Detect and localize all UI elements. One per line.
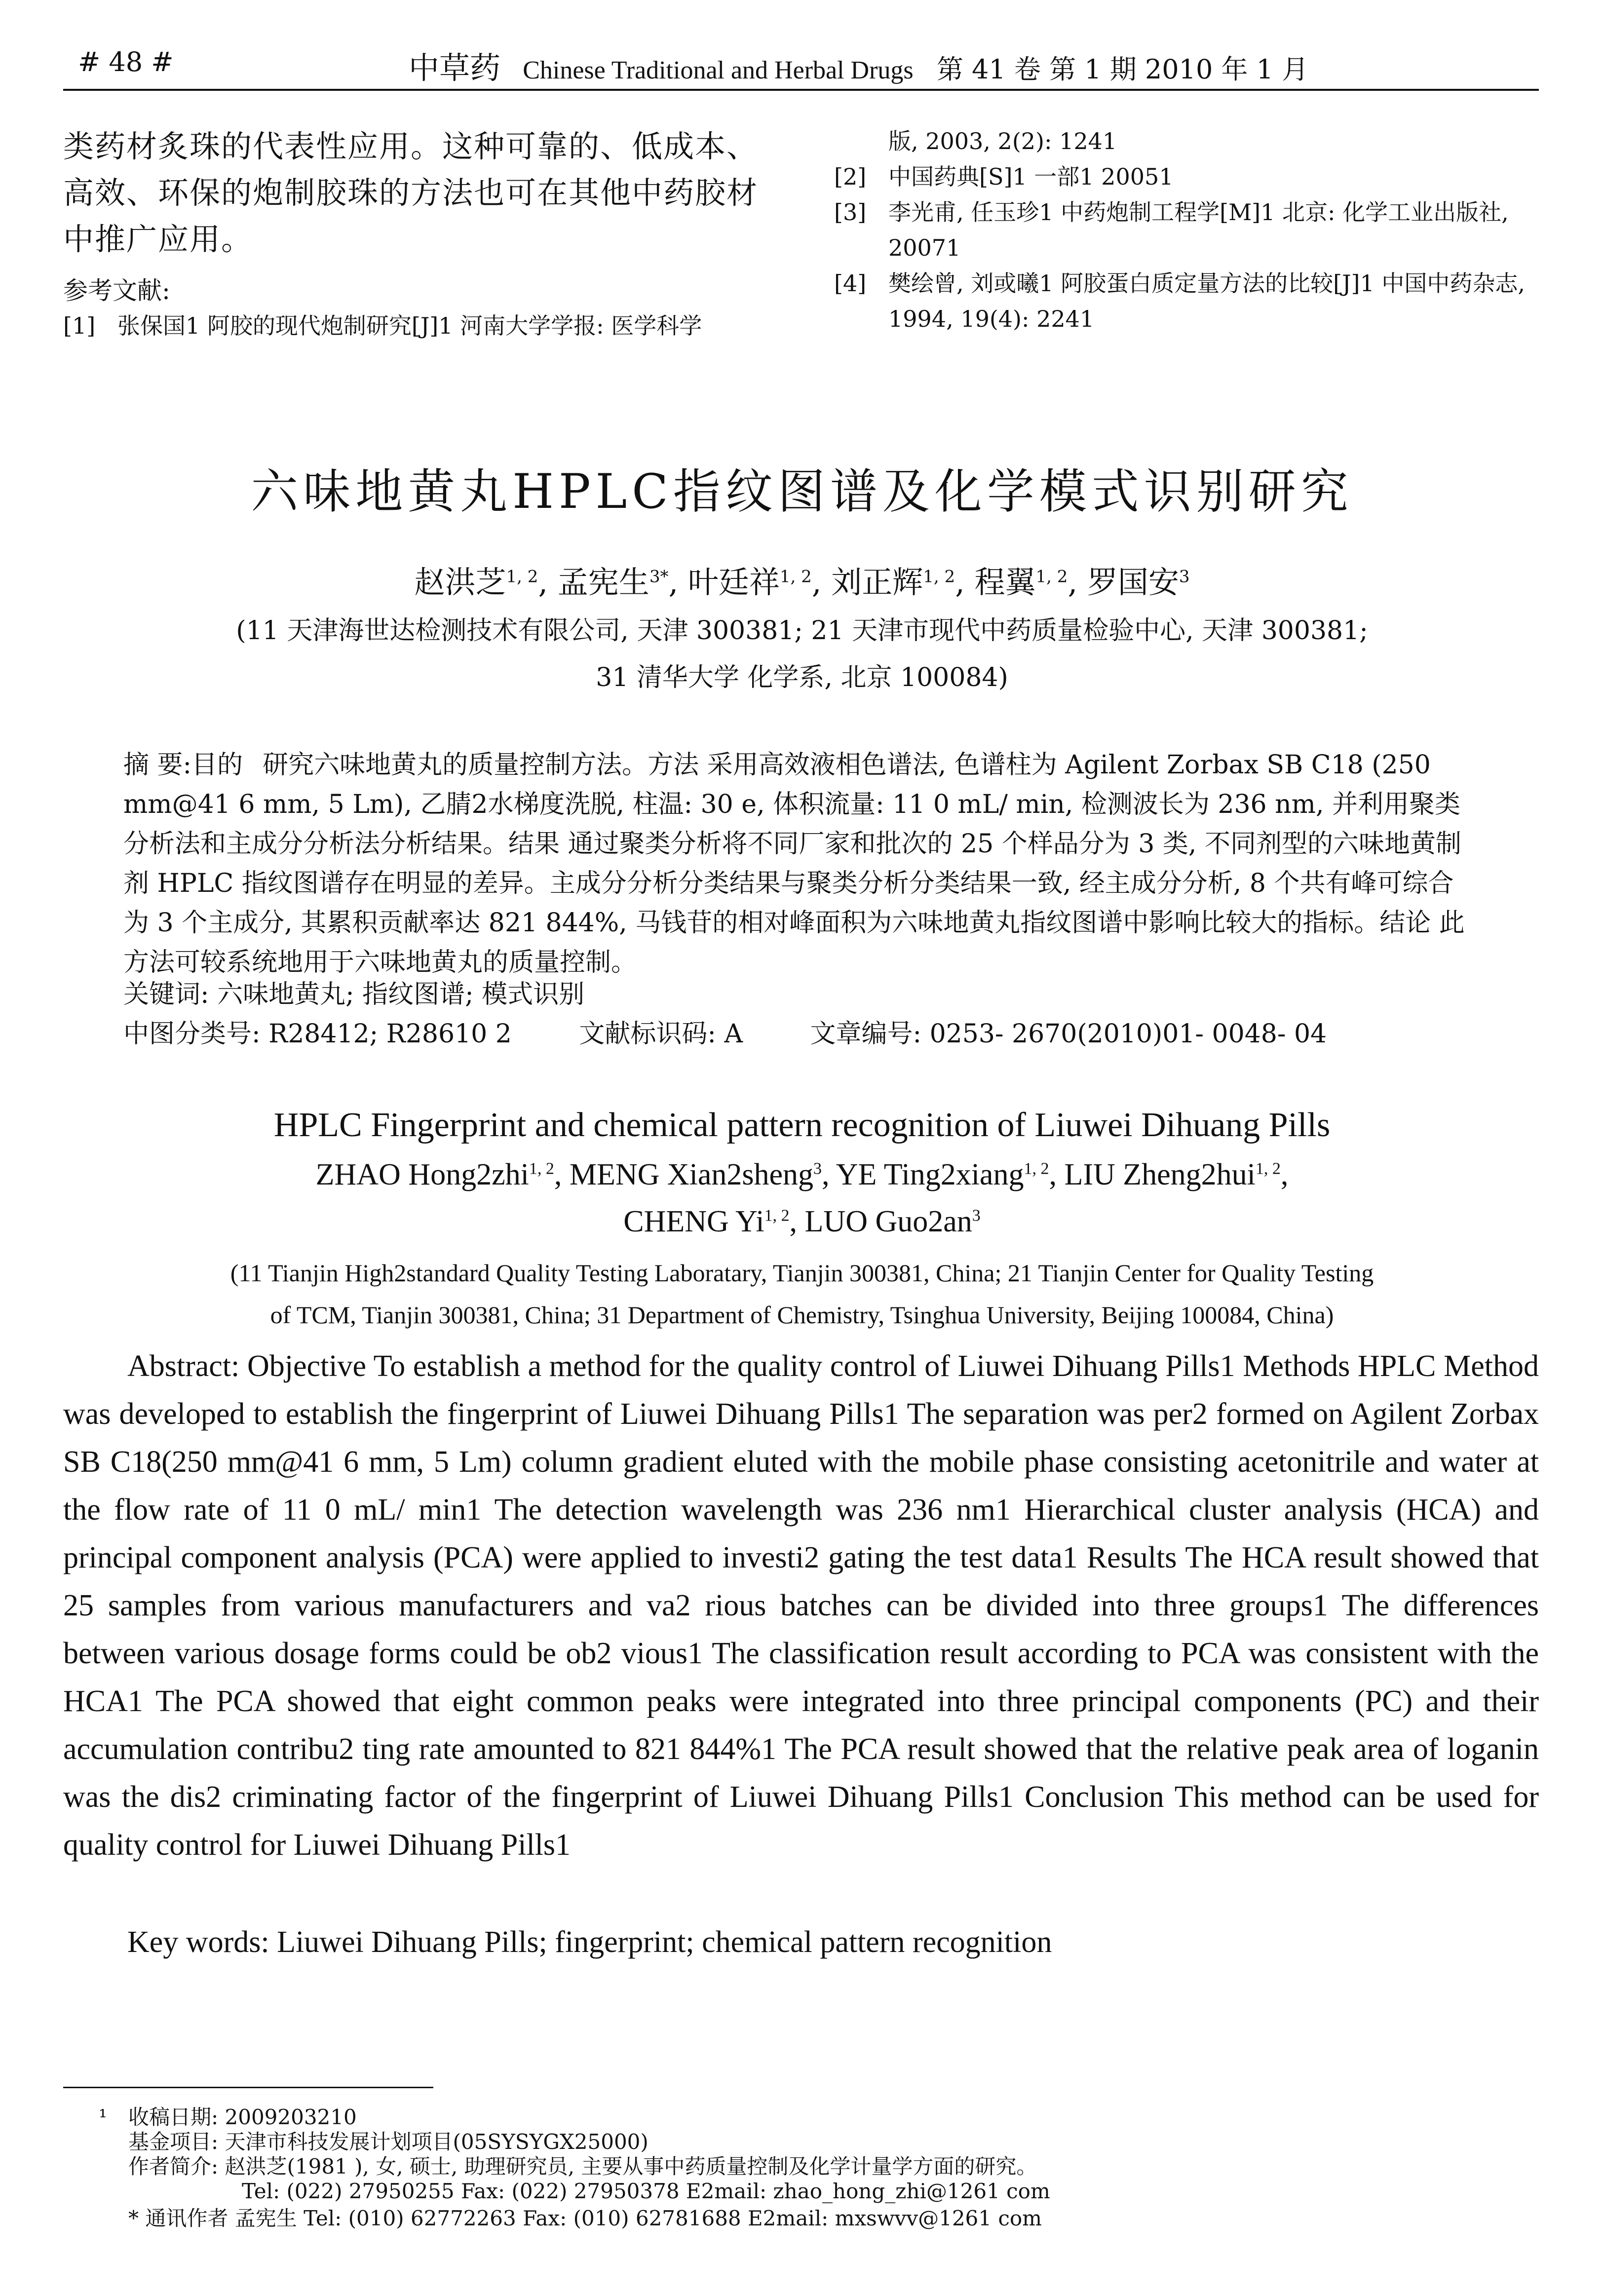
reference-text: 中国药典[S]1 一部1 20051	[888, 163, 1174, 190]
journal-title	[409, 43, 1308, 87]
article-title-cn: 六味地黄丸HPLC指纹图谱及化学模式识别研究	[251, 464, 1353, 519]
contact-fax: Fax: (022) 27950378	[460, 2179, 680, 2203]
article-title-en: HPLC Fingerprint and chemical pattern recognition of Liuwei Dihuang Pills	[273, 1106, 1331, 1144]
keywords-cn-label: 关键词:	[123, 980, 209, 1009]
author-name-en: MENG Xian2sheng	[569, 1158, 814, 1191]
abstract-cn-text: 研究六味地黄丸的质量控制方法。方法 采用高效液相色谱法, 色谱柱为 Agilent Zorbax SB C18 (250 mm@41 6 mm, 5 Lm), 乙腈2水梯度洗脱, 柱温: 30 e, 体积流量: 11 0 mL/ min, 检测波长为 236 nm, 并利用聚类分析法和主成分分析法分析结果。结果 通过聚类分析将不同厂家和批次的 25 个样品分为 3 类, 不同剂型的六味地黄制剂 HPLC 指纹图谱存在明显的差异。主成分分析分类结果与聚类分析分类结果一致, 经主成分分析, 8 个共有峰可综合为 3 个主成分, 其累积贡献率达 821 844%, 马钱苷的相对峰面积为六味地黄丸指纹图谱中影响比较大的指标。结论 此方法可较系统地用于六味地黄丸的质量控制。	[123, 750, 1465, 977]
author-affiliation-mark: 3	[1179, 567, 1190, 587]
author-name-en: LUO Guo2an	[804, 1205, 972, 1238]
corresponding-fax: Fax: (010) 62781688	[523, 2206, 741, 2230]
journal-title-en: Chinese Traditional and Herbal Drugs	[523, 56, 914, 84]
received-date: 收稿日期: 2009203210	[128, 2105, 357, 2129]
references-heading: 参考文献:	[63, 276, 170, 305]
issue-info: 第 41 卷 第 1 期 2010 年 1 月	[936, 54, 1309, 85]
footnote-marker: ¹	[99, 2105, 107, 2129]
affiliation-en-line2: of TCM, Tianjin 300381, China; 31 Department of Chemistry, Tsinghua University, Beijing 100084, China)	[270, 1301, 1334, 1329]
author-bio: 作者简介: 赵洪芝(1981 ), 女, 硕士, 助理研究员, 主要从事中药质量控制及化学计量学方面的研究。	[128, 2154, 1037, 2179]
reference-number: [3]	[834, 199, 867, 226]
author-name: 孟宪生	[557, 564, 649, 600]
corresponding-tel: Tel: (010) 62772263	[304, 2206, 516, 2230]
contact-email: E2mail: zhao_hong_zhi@1261 com	[686, 2179, 1050, 2203]
author-list-cn: 赵洪芝$^{1, 2}$, 孟宪生$^{3*}$, 叶廷祥$^{1, 2}$, 刘正辉$^{1, 2}$, 程翼$^{1, 2}$, 罗国安$^3$	[414, 564, 1190, 600]
affiliation-en-line1: (11 Tianjin High2standard Quality Testing Laboratary, Tianjin 300381, China; 21 Tianjin Center for Quality Testing	[230, 1259, 1374, 1287]
reference-item	[834, 159, 1540, 194]
corresponding-label: * 通讯作者	[128, 2206, 229, 2230]
page-number: # 48 #	[78, 46, 174, 77]
author-affiliation-mark: 1, 2	[1255, 1159, 1281, 1178]
contact-tel: Tel: (022) 27950255	[242, 2179, 455, 2203]
author-affiliation-mark: 1, 2	[1024, 1159, 1049, 1178]
previous-article-right-column	[834, 123, 1540, 337]
author-affiliation-mark: 1, 2	[529, 1159, 554, 1178]
footnote-rule	[63, 2087, 433, 2088]
corresponding-email: E2mail: mxswvv@1261 com	[748, 2206, 1042, 2230]
author-separator: ,	[1049, 1158, 1065, 1191]
author-list-en-line2	[0, 1204, 1604, 1239]
author-list-en-line1	[0, 1157, 1604, 1192]
previous-article-left-column	[63, 123, 779, 344]
fund-info: 基金项目: 天津市科技发展计划项目(05SYSYGX25000)	[128, 2130, 649, 2154]
author-name: 赵洪芝	[414, 564, 506, 600]
affiliation-cn-line1: (11 天津海世达检测技术有限公司, 天津 300381; 21 天津市现代中药质量检验中心, 天津 300381;	[236, 616, 1368, 646]
reference-number: [4]	[834, 270, 867, 297]
footnote-bio	[99, 2154, 1481, 2179]
author-affiliation-mark: 3	[972, 1206, 981, 1225]
author-name-en: CHENG Yi	[623, 1205, 764, 1238]
keywords-cn	[123, 975, 1476, 1014]
author-affiliation-mark: 3	[813, 1159, 822, 1178]
clc-number: 中图分类号: R28412; R28610 2	[123, 1019, 512, 1049]
running-header	[63, 43, 1539, 88]
abstract-en: Abstract: Objective To establish a method for the quality control of Liuwei Dihuang Pills1 Methods HPLC Method was developed to establish the fingerprint of Liuwei Dihuang Pills1 The separation was per2 formed on Agilent Zorbax SB C18(250 mm@41 6 mm, 5 Lm) column gradient eluted with the mobile phase consisting acetonitrile and water at the flow rate of 11 0 mL/ min1 The detection wavelength was 236 nm1 Hierarchical cluster analysis (HCA) and principal component analysis (PCA) were applied to investi2 gating the test data1 Results The HCA result showed that 25 samples from various manufacturers and va2 rious batches can be divided into three groups1 The differences between various dosage forms could be ob2 vious1 The classification result according to PCA was consistent with the HCA1 The PCA showed that eight common peaks were integrated into three principal components (PC) and their accumulation contribu2 ting rate amounted to 821 844%1 The PCA result showed that the relative peak area of loganin was the dis2 criminating factor of the fingerprint of Liuwei Dihuang Pills1 Conclusion This method can be used for quality control for Liuwei Dihuang Pills1	[63, 1349, 1539, 1862]
article-id: 文章编号: 0253- 2670(2010)01- 0048- 04	[810, 1019, 1327, 1049]
abstract-cn	[123, 745, 1476, 982]
reference-item	[63, 308, 779, 344]
author-affiliation-mark: 1, 2	[779, 567, 812, 587]
author-affiliation-mark: 3*	[649, 567, 669, 587]
author-name-en: YE Ting2xiang	[836, 1158, 1024, 1191]
previous-article-text: 类药材炙珠的代表性应用。这种可靠的、低成本、高效、环保的炮制胶珠的方法也可在其他中药胶材中推广应用。	[63, 128, 759, 257]
author-affiliation-mark: 1, 2	[764, 1206, 790, 1225]
author-name: 叶廷祥	[687, 564, 780, 600]
classification-line	[123, 1014, 1476, 1054]
journal-title-cn: 中草药	[409, 50, 501, 86]
corresponding-name: 孟宪生	[234, 2206, 297, 2230]
reference-text: 樊绘曾, 刘或曦1 阿胶蛋白质定量方法的比较[J]1 中国中药杂志, 1994, 19(4): 2241	[888, 270, 1525, 332]
author-affiliation-mark: 1, 2	[923, 567, 955, 587]
affiliation-cn-line2: 31 清华大学 化学系, 北京 100084)	[596, 663, 1008, 692]
keywords-cn-text: 六味地黄丸; 指纹图谱; 模式识别	[217, 980, 585, 1009]
header-rule	[63, 89, 1539, 91]
author-name-en: LIU Zheng2hui	[1064, 1158, 1256, 1191]
author-name: 刘正辉	[831, 564, 923, 600]
author-separator: ,	[1280, 1158, 1289, 1191]
author-separator: ,	[554, 1158, 570, 1191]
reference-item	[834, 194, 1540, 266]
author-name-en: ZHAO Hong2zhi	[315, 1158, 529, 1191]
footnote-fund	[99, 2130, 1481, 2154]
reference-text: 李光甫, 任玉珍1 中药炮制工程学[M]1 北京: 化学工业出版社, 20071	[888, 199, 1509, 261]
author-name: 罗国安	[1087, 564, 1179, 600]
author-affiliation-mark: 1, 2	[506, 567, 538, 587]
footnote-received	[99, 2105, 1481, 2130]
keywords-en: Key words: Liuwei Dihuang Pills; fingerprint; chemical pattern recognition	[127, 1925, 1052, 1959]
reference-text: 张保国1 阿胶的现代炮制研究[J]1 河南大学学报: 医学科学	[117, 312, 702, 339]
reference-number: [2]	[834, 163, 867, 190]
reference-continuation: 版, 2003, 2(2): 1241	[888, 128, 1117, 154]
author-separator: ,	[822, 1158, 836, 1191]
document-code: 文献标识码: A	[579, 1019, 743, 1049]
reference-number: [1]	[63, 312, 96, 339]
abstract-cn-label: 摘 要:目的	[123, 750, 243, 780]
footnote-contact	[242, 2179, 1604, 2204]
reference-item	[834, 266, 1540, 337]
author-affiliation-mark: 1, 2	[1035, 567, 1068, 587]
author-name: 程翼	[974, 564, 1036, 600]
footnote-corresponding	[128, 2206, 1510, 2231]
author-separator: ,	[789, 1205, 805, 1238]
